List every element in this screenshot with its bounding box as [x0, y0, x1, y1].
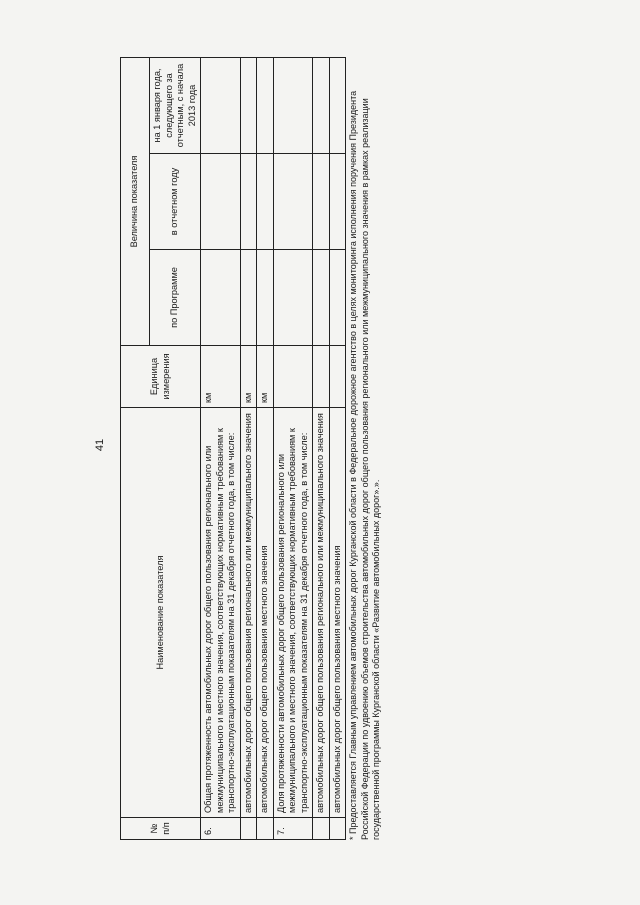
row-value-in-reporting-year [240, 154, 257, 250]
row-value-in-reporting-year [329, 154, 346, 250]
row-unit: км [240, 346, 257, 408]
header-by-program: по Программе [150, 250, 201, 346]
row-value-next-jan [257, 57, 274, 153]
row-value-next-jan [201, 57, 241, 153]
footnote: * Предоставляется Главным управлением автомобильных дорог Курганской области в Федеральное дорожное агентство в целях мониторинга исполнения поручения Президента Российской Федерации по удвоению объемов строительства автомобильных дорог общего пользования регионального или межмуниципального значения в рамках реализации государственной программы Курганской области «Развитие автомобильных дорог».». [348, 90, 382, 840]
row-value-in-reporting-year [257, 154, 274, 250]
row-name: автомобильных дорог общего пользования регионального или межмуниципального значения [240, 408, 257, 818]
row-name: автомобильных дорог общего пользования местного значения [329, 408, 346, 818]
row-name: Доля протяженности автомобильных дорог общего пользования регионального или межмуниципального и местного значения, соответствующих нормативным требованиям к транспортно-эксплуатационным показателям на 31 декабря отчетного года, в том числе: [273, 408, 313, 818]
header-next-jan: на 1 января года, следующего за отчетным, с начала 2013 года [150, 57, 201, 153]
row-unit [273, 346, 313, 408]
row-unit: км [257, 346, 274, 408]
header-num: № п/п [121, 818, 201, 840]
page-number: 41 [94, 438, 106, 452]
table-row [257, 57, 274, 839]
header-value-group: Величина показателя [121, 57, 150, 345]
row-value-by-program [201, 250, 241, 346]
row-value-by-program [329, 250, 346, 346]
header-unit: Единица измерения [121, 346, 201, 408]
table-row [240, 57, 257, 839]
row-unit [313, 346, 330, 408]
table-row [201, 57, 241, 839]
header-in-reporting-year: в отчетном году [150, 154, 201, 250]
row-name: автомобильных дорог общего пользования местного значения [257, 408, 274, 818]
row-value-in-reporting-year [201, 154, 241, 250]
row-value-next-jan [313, 57, 330, 153]
row-value-by-program [313, 250, 330, 346]
indicators-table [120, 57, 346, 840]
row-num [240, 818, 257, 840]
row-num: 7. [273, 818, 313, 840]
row-name: автомобильных дорог общего пользования регионального или межмуниципального значения [313, 408, 330, 818]
row-value-next-jan [273, 57, 313, 153]
row-value-next-jan [329, 57, 346, 153]
row-value-by-program [240, 250, 257, 346]
header-name: Наименование показателя [121, 408, 201, 818]
row-value-next-jan [240, 57, 257, 153]
row-num: 6. [201, 818, 241, 840]
row-value-in-reporting-year [313, 154, 330, 250]
row-value-in-reporting-year [273, 154, 313, 250]
row-unit: км [201, 346, 241, 408]
table-header-row [121, 57, 150, 839]
row-value-by-program [257, 250, 274, 346]
row-num [329, 818, 346, 840]
table-row [273, 57, 313, 839]
row-name: Общая протяженность автомобильных дорог общего пользования регионального или межмуниципального и местного значения, соответствующих нормативным требованиям к транспортно-эксплуатационным показателям на 31 декабря отчетного года, в том числе: [201, 408, 241, 818]
row-unit [329, 346, 346, 408]
table-row [329, 57, 346, 839]
table-body [201, 57, 346, 839]
row-num [257, 818, 274, 840]
table-row [313, 57, 330, 839]
row-num [313, 818, 330, 840]
row-value-by-program [273, 250, 313, 346]
rotated-sheet [120, 60, 430, 840]
